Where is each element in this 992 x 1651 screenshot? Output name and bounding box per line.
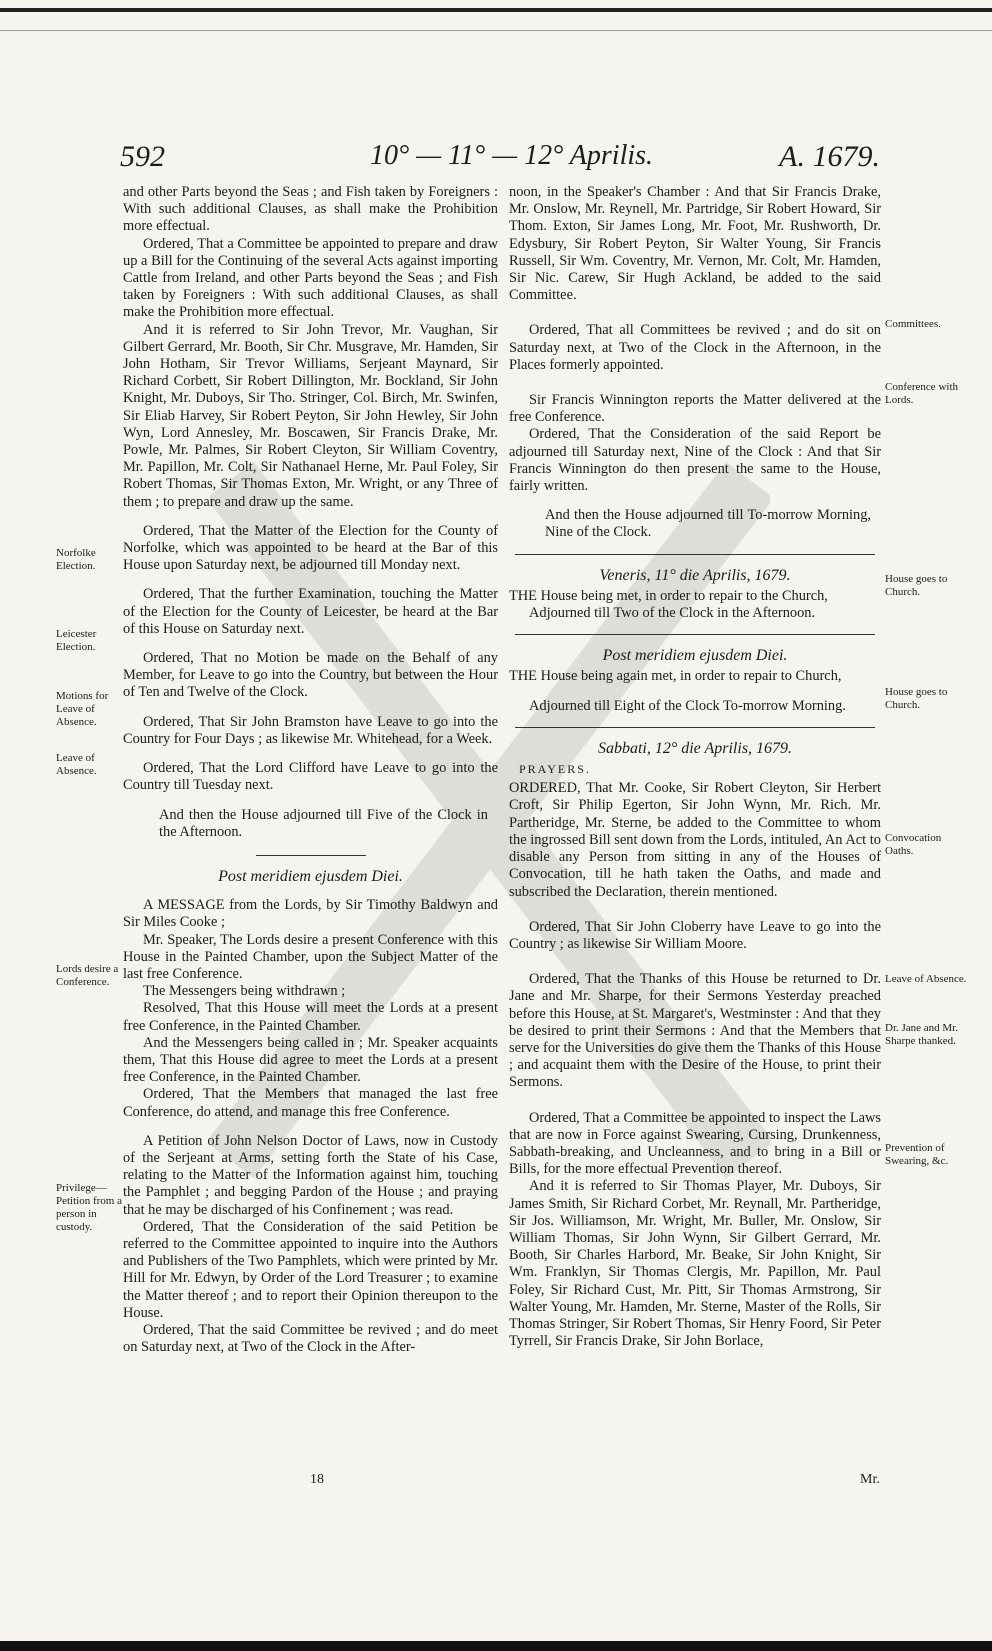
- section-heading: Post meridiem ejusdem Diei.: [602, 647, 788, 665]
- paragraph: THE House being again met, in order to repair to Church,: [509, 668, 842, 685]
- adjournment: And then the House adjourned till Five of the Clock in the Afternoon.: [159, 806, 488, 840]
- paragraph: And it is referred to Sir Thomas Player, Mr. Duboys, Sir James Smith, Sir Richard Corbet, Mr. Reynall, Mr. Partheridge, Sir Jos. Williamson, Mr. Wright, Mr. Buller, Mr. Onslow, Sir William Thomas, Sir John Wynn, Sir Gilbert Gerrard, Mr. Booth, Sir Charles Harbord, Mr. Beake, Sir John Knight, Sir Wm. Franklyn, Sir Thomas Clergis, Mr. Papillon, Mr. Paul Foley, Sir Richard Cust, Mr. Pitt, Sir Thomas Armstrong, Sir Walter Young, Mr. Hamden, Mr. Sterne, Master of the Rolls, Sir Thomas Stringer, Sir Robert Thomas, Sir Henry Foord, Sir Peter Tyrrell, Sir Francis Drake, Sir John Borlace,: [509, 1178, 881, 1350]
- section-heading: Post meridiem ejusdem Diei.: [218, 867, 403, 885]
- margin-note-leave: Leave of Absence.: [56, 752, 97, 777]
- margin-note-norfolke: Norfolke Election.: [56, 547, 96, 572]
- adjournment: And then the House adjourned till To-morrow Morning, Nine of the Clock.: [545, 507, 871, 541]
- paragraph: Ordered, That the Members that managed the last free Conference, do attend, and manage this free Conference.: [123, 1086, 498, 1120]
- margin-note-swearing: Prevention of Swearing, &c.: [885, 1142, 949, 1167]
- margin-note-convocation: Convocation Oaths.: [885, 832, 942, 857]
- section-rule: [256, 855, 366, 856]
- paragraph: And it is referred to Sir John Trevor, Mr. Vaughan, Sir Gilbert Gerrard, Mr. Booth, Sir Chr. Musgrave, Mr. Hamden, Sir John Hotham, Sir Trevor Williams, Serjeant Maynard, Sir Richard Corbett, Sir Robert Dillington, Mr. Bockland, Sir John Knight, Mr. Duboys, Sir Tho. Stringer, Col. Birch, Mr. Swinfen, Sir Eliab Harvey, Sir Robert Peyton, Sir John Hewley, Sir John Wyn, Lord Annesley, Mr. Boscawen, Sir Francis Drake, Mr. Powle, Mr. Palmes, Sir Robert Cleyton, Sir William Coventry, Mr. Papillon, Mr. Colt, Sir Nathanael Herne, Mr. Paul Foley, Sir Robert Thomas, Sir Thomas Exton, Mr. Wright, or any Three of them ; to prepare and draw up the same.: [123, 321, 498, 510]
- paragraph: Mr. Speaker, The Lords desire a present Conference with this House in the Painted Chamber, upon the Subject Matter of the last free Conference.: [123, 931, 498, 982]
- prayers-label: PRAYERS.: [519, 762, 591, 777]
- paragraph: Ordered, That the Consideration of the said Report be adjourned till Saturday next, Nine of the Clock : And that Sir Francis Winnington do then present the same to the House, fairly written.: [509, 426, 881, 495]
- catchword: Mr.: [860, 1472, 880, 1487]
- paragraph: Resolved, That this House will meet the Lords at a present free Conference, in the Painted Chamber.: [123, 1000, 498, 1034]
- paragraph: Ordered, That all Committees be revived ; and do sit on Saturday next, at Two of the Clock in the Afternoon, in the Places formerly appointed.: [509, 322, 881, 373]
- adjournment: Adjourned till Eight of the Clock To-morrow Morning.: [529, 697, 846, 714]
- margin-note-leave-absence: Leave of Absence.: [885, 973, 967, 985]
- paragraph: Ordered, That the Thanks of this House be returned to Dr. Jane and Mr. Sharpe, for their Sermons Yesterday preached before this House, at St. Margaret's, Westminster : And that they be desired to print their Sermons : And that the Members that serve for the Universities do give them the Thanks of this House ; and acquaint them with the Desire of the House, to print their Sermons.: [509, 971, 881, 1091]
- top-rule: [0, 8, 992, 12]
- top-hairline: [0, 30, 992, 31]
- paragraph: Ordered, That no Motion be made on the Behalf of any Member, for Leave to go into the Country, but between the Hour of Ten and Twelve of the Clock.: [123, 650, 498, 701]
- paragraph: A Petition of John Nelson Doctor of Laws, now in Custody of the Serjeant at Arms, setting forth the State of his Case, relating to the Matter of the Information against him, touching the Pamphlet ; and begging Pardon of the House ; and praying that he may be discharged of his Confinement ; was read.: [123, 1132, 498, 1218]
- section-rule: [515, 727, 875, 728]
- section-rule: [515, 634, 875, 635]
- margin-note-leicester: Leicester Election.: [56, 628, 97, 653]
- page-header: [120, 140, 880, 180]
- header-year: A. 1679.: [779, 140, 880, 173]
- paragraph: And the Messengers being called in ; Mr. Speaker acquaints them, That this House did agree to meet the Lords at a present free Conference, in the Painted Chamber.: [123, 1034, 498, 1086]
- day-heading-veneris: Veneris, 11° die Aprilis, 1679.: [599, 566, 791, 584]
- paragraph: Ordered, That Sir John Bramston have Leave to go into the Country for Four Days ; as likewise Mr. Whitehead, for a Week.: [123, 713, 498, 747]
- paragraph: A MESSAGE from the Lords, by Sir Timothy Baldwyn and Sir Miles Cooke ;: [123, 897, 498, 931]
- margin-note-motions: Motions for Leave of Absence.: [56, 690, 109, 728]
- paragraph: Ordered, That the Consideration of the said Petition be referred to the Committee appointed to inquire into the Authors and Publishers of the Two Pamphlets, which were printed by Mr. Hill for Mr. Edwyn, by Order of the Lord Treasurer ; to examine the Matter thereof ; and to report their Opinion thereupon to the House.: [123, 1218, 498, 1321]
- paragraph: Ordered, That the further Examination, touching the Matter of the Election for the County of Leicester, be heard at the Bar of this House on Saturday next.: [123, 586, 498, 637]
- paragraph: ORDERED, That Mr. Cooke, Sir Robert Cleyton, Sir Herbert Croft, Sir Philip Egerton, Sir John Wynn, Mr. Rich. Mr. Partheridge, Mr. Sterne, be added to the Committee to whom the ingrossed Bill sent down from the Lords, intituled, An Act to disable any Person from sitting in any of the Houses of Convocation, till he hath taken the Oaths, and made and subscribed the Declaration, therein mentioned.: [509, 780, 881, 900]
- bottom-rule: [0, 1641, 992, 1651]
- margin-note-lords-conference: Lords desire a Conference.: [56, 963, 119, 988]
- paragraph: The Messengers being withdrawn ;: [143, 983, 346, 1000]
- margin-note-church-1: House goes to Church.: [885, 573, 948, 598]
- margin-note-jane-sharpe: Dr. Jane and Mr. Sharpe thanked.: [885, 1022, 959, 1047]
- margin-note-church-2: House goes to Church.: [885, 686, 948, 711]
- margin-note-privilege: Privilege— Petition from a person in custody.: [56, 1182, 122, 1233]
- section-rule: [515, 554, 875, 555]
- paragraph: Ordered, That the said Committee be revived ; and do meet on Saturday next, at Two of the Clock in the After-: [123, 1321, 498, 1356]
- day-heading-sabbati: Sabbati, 12° die Aprilis, 1679.: [597, 739, 793, 757]
- margin-note-committees: Committees.: [885, 318, 941, 330]
- signature-mark: 18: [310, 1472, 324, 1487]
- paragraph: Ordered, That the Matter of the Election for the County of Norfolke, which was appointed to be heard at the Bar of this House upon Saturday next, be adjourned till Monday next.: [123, 522, 498, 574]
- paragraph: noon, in the Speaker's Chamber : And that Sir Francis Drake, Mr. Onslow, Mr. Reynell, Mr. Partridge, Sir Robert Howard, Sir Thom. Exton, Sir James Long, Mr. Foot, Mr. Rushworth, Dr. Edysbury, Sir Robert Peyton, Sir Walter Young, Sir Francis Russell, Sir Wm. Coventry, Mr. Vernon, Mr. Colt, Mr. Hamden, Sir Nic. Carew, Sir Hugh Ackland, be added to the said Committee.: [509, 184, 881, 304]
- paragraph: Ordered, That a Committee be appointed to inspect the Laws that are now in Force against Swearing, Cursing, Drunkenness, Sabbath-breaking, and Uncleanness, and to bring in a Bill or Bills, for the more effectual Prevention thereof.: [509, 1109, 881, 1178]
- left-column: [123, 184, 498, 1356]
- paragraph: and other Parts beyond the Seas ; and Fish taken by Foreigners : With such additional Clauses, as shall make the Prohibition more effectual.: [123, 184, 498, 235]
- paragraph: Sir Francis Winnington reports the Matter delivered at the free Conference.: [509, 392, 881, 426]
- margin-note-conference: Conference with Lords.: [885, 381, 958, 406]
- adjournment: Adjourned till Two of the Clock in the Afternoon.: [529, 605, 816, 622]
- right-column: [509, 184, 881, 1350]
- paragraph: Ordered, That Sir John Cloberry have Leave to go into the Country ; as likewise Sir William Moore.: [509, 918, 881, 952]
- paragraph: Ordered, That the Lord Clifford have Leave to go into the Country till Tuesday next.: [123, 760, 498, 794]
- paragraph: THE House being met, in order to repair to the Church,: [509, 587, 828, 604]
- page-number: 592: [120, 140, 165, 173]
- header-date: 10° — 11° — 12° Aprilis.: [370, 140, 654, 171]
- paragraph: Ordered, That a Committee be appointed to prepare and draw up a Bill for the Continuing of the several Acts against importing Cattle from Ireland, and other Parts beyond the Seas ; and Fish taken by Foreigners : With such additional Clauses, as shall make the Prohibition more effectual.: [123, 235, 498, 321]
